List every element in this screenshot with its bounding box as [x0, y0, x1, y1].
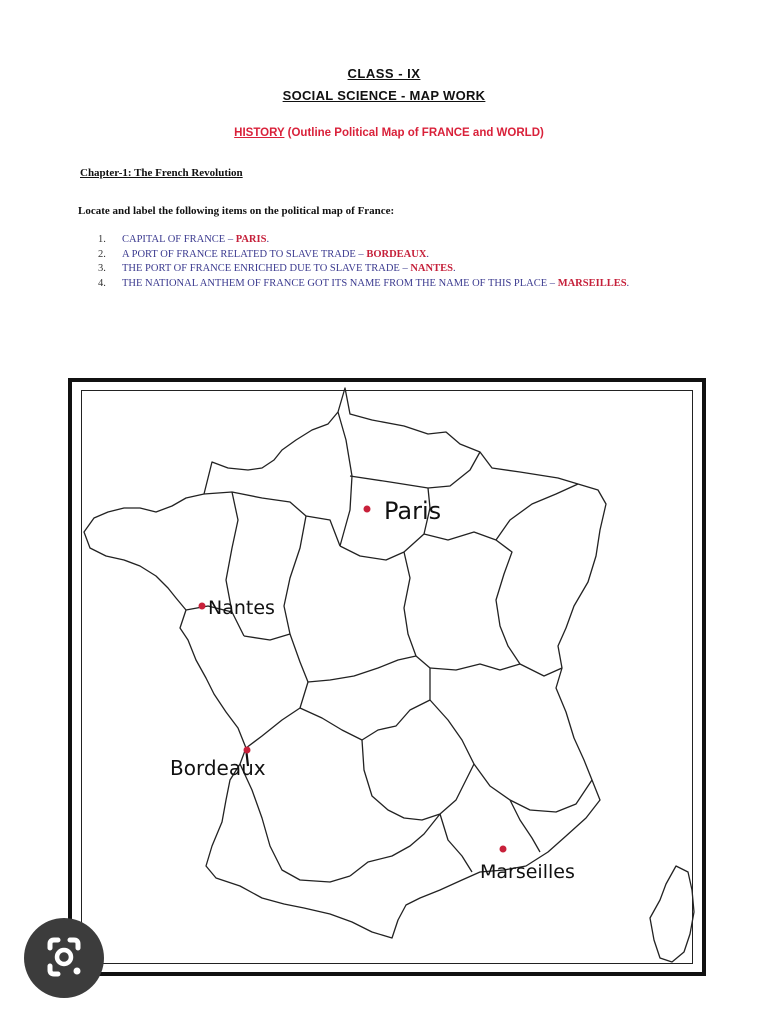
chapter-heading: Chapter-1: The French Revolution — [80, 167, 243, 179]
task-answer: MARSEILLES — [557, 277, 627, 289]
nantes-label: Nantes — [208, 597, 275, 619]
paris-dot — [364, 506, 371, 513]
task-number: 2. — [98, 248, 106, 260]
nantes-dot — [199, 603, 206, 610]
history-label: HISTORY — [234, 127, 285, 139]
france-country-outline — [84, 388, 606, 938]
paris-label: Paris — [384, 497, 442, 525]
task-tail: . — [626, 277, 630, 289]
task-tail: . — [266, 234, 270, 245]
task-tail: . — [452, 263, 456, 274]
task-text: A PORT OF FRANCE RELATED TO SLAVE TRADE – — [122, 248, 367, 260]
marseilles-label: Marseilles — [480, 861, 575, 883]
corsica-outline — [650, 866, 694, 962]
marseilles-dot — [500, 846, 507, 853]
lens-glyph — [24, 918, 104, 998]
class-title: CLASS - IX — [347, 66, 421, 81]
task-number: 1. — [98, 234, 106, 245]
subject-title: SOCIAL SCIENCE - MAP WORK — [282, 88, 486, 103]
history-subtitle: (Outline Political Map of FRANCE and WORLD) — [287, 127, 544, 139]
task-text: THE PORT OF FRANCE ENRICHED DUE TO SLAVE TRADE – — [122, 263, 411, 274]
task-tail: . — [426, 248, 430, 260]
bordeaux-label: Bordeaux — [170, 756, 266, 780]
task-answer: NANTES — [410, 263, 453, 274]
instruction-text: Locate and label the following items on the political map of France: — [78, 205, 395, 217]
task-answer: BORDEAUX — [366, 248, 427, 260]
task-text: CAPITAL OF FRANCE – — [122, 234, 236, 245]
task-answer: PARIS — [235, 234, 267, 245]
bordeaux-dot — [244, 747, 251, 754]
task-number: 3. — [98, 263, 106, 274]
task-text: THE NATIONAL ANTHEM OF FRANCE GOT ITS NAME FROM THE NAME OF THIS PLACE – — [122, 277, 558, 289]
task-number: 4. — [98, 277, 106, 289]
google-lens-icon[interactable] — [24, 918, 104, 998]
